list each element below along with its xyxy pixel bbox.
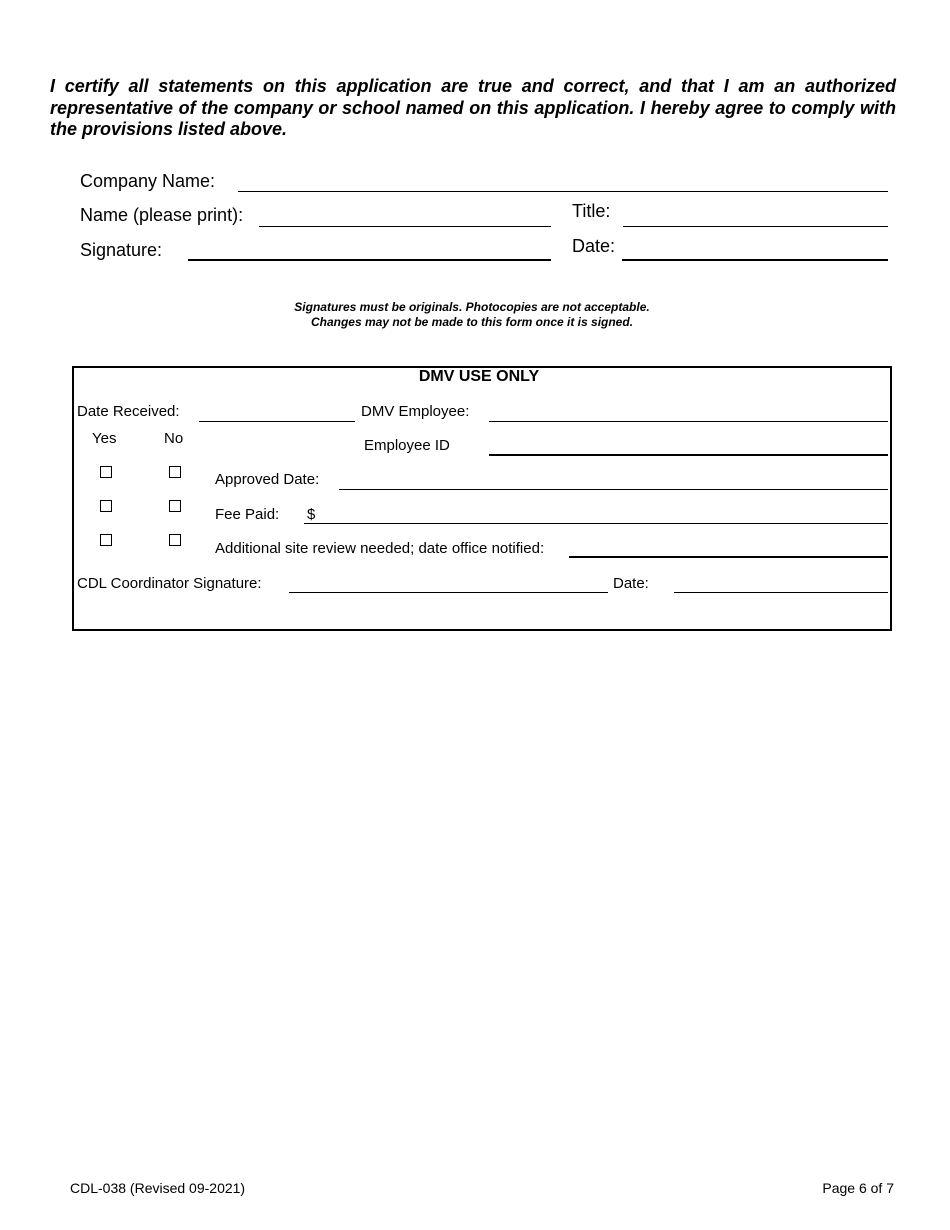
fee-paid-field[interactable] [304,523,888,524]
notice-line-1: Signatures must be originals. Photocopies are not acceptable. [294,300,650,314]
signature-label: Signature: [80,240,163,260]
approved-date-field[interactable] [339,489,888,490]
dmv-employee-label: DMV Employee: [361,403,470,420]
coordinator-signature-label: CDL Coordinator Signature: [77,575,262,592]
coordinator-date-label: Date: [613,575,649,592]
no-column-header: No [164,430,184,447]
form-id: CDL-038 (Revised 09-2021) [70,1180,246,1196]
dmv-use-only-heading: DMV USE ONLY [418,368,540,385]
employee-id-field[interactable] [489,454,888,456]
date-received-label: Date Received: [77,403,180,420]
name-print-label: Name (please print): [80,205,244,225]
fee-paid-yes-checkbox[interactable] [100,500,112,512]
coordinator-signature-field[interactable] [289,592,608,593]
fee-paid-no-checkbox[interactable] [169,500,181,512]
company-name-label: Company Name: [80,171,216,191]
approved-date-label: Approved Date: [215,471,320,488]
notice-line-2: Changes may not be made to this form once it is signed. [310,315,634,329]
title-field[interactable] [623,226,888,227]
company-name-field[interactable] [238,191,888,192]
date-received-field[interactable] [199,421,355,422]
site-review-no-checkbox[interactable] [169,534,181,546]
coordinator-date-field[interactable] [674,592,888,593]
approved-yes-checkbox[interactable] [100,466,112,478]
dmv-employee-field[interactable] [489,421,888,422]
dollar-sign: $ [307,506,316,523]
site-review-field[interactable] [569,556,888,558]
yes-column-header: Yes [92,430,117,447]
signature-field[interactable] [188,259,551,261]
employee-id-label: Employee ID [364,437,450,454]
date-field[interactable] [622,259,888,261]
title-label: Title: [572,201,611,221]
date-label: Date: [572,236,616,256]
approved-no-checkbox[interactable] [169,466,181,478]
site-review-yes-checkbox[interactable] [100,534,112,546]
name-print-field[interactable] [259,226,551,227]
page-number: Page 6 of 7 [822,1180,894,1196]
site-review-label: Additional site review needed; date office notified: [215,540,545,557]
fee-paid-label: Fee Paid: [215,506,280,523]
certification-statement: I certify all statements on this application are true and correct, and that I am an authorized representative of the company or school named on this application. I hereby agree to comply with the provisions listed above. [50,76,896,139]
